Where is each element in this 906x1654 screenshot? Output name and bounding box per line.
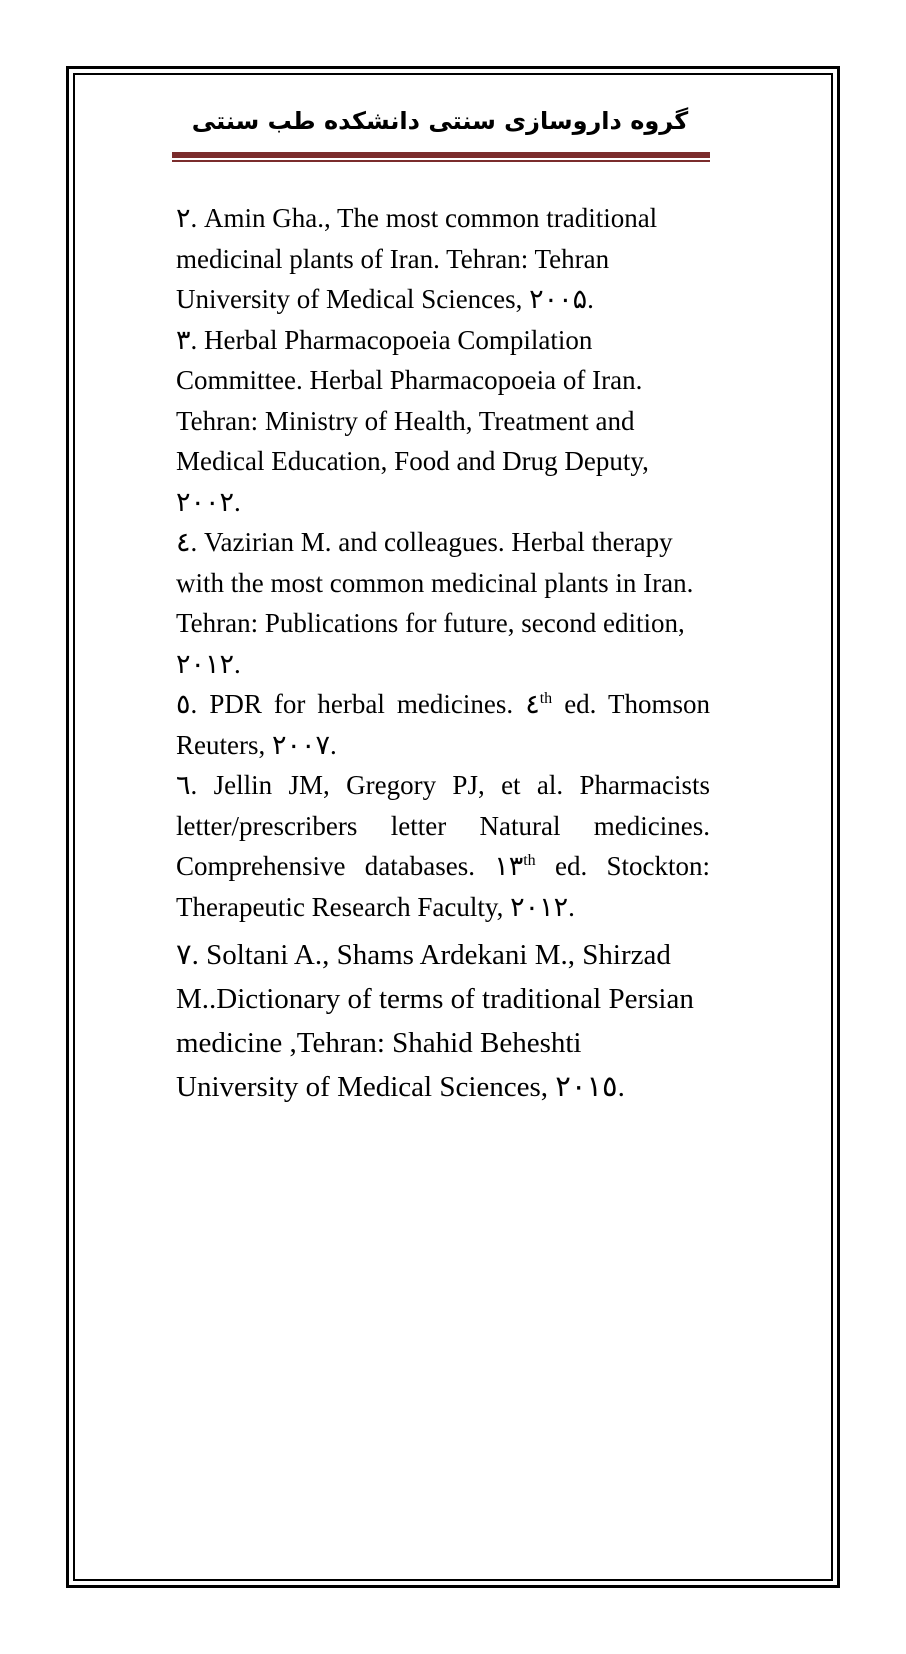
page-header-title: گروه داروسازی سنتی دانشکده طب سنتی <box>191 107 689 135</box>
reference-text: ed. Stockton: Therapeutic Research Faculty, ۲۰۱۲. <box>176 851 710 922</box>
reference-item <box>176 765 710 927</box>
reference-text: ed. Thomson Reuters, ۲۰۰۷. <box>176 689 710 760</box>
header-rule-thin <box>172 160 710 162</box>
reference-item: ۷. Soltani A., Shams Ardekani M., Shirzad M..Dictionary of terms of traditional Persian medicine ,Tehran: Shahid Beheshti University of Medical Sciences, ۲۰۱٥. <box>176 939 694 1103</box>
reference-list <box>176 198 710 1109</box>
reference-item <box>176 684 710 765</box>
reference-text: ٦. Jellin JM, Gregory PJ, et al. Pharmacists letter/prescribers letter Natural medicines. Comprehensive databases. ۱۳ <box>176 770 710 881</box>
reference-item: ۳. Herbal Pharmacopoeia Compilation Committee. Herbal Pharmacopoeia of Iran. Tehran: Ministry of Health, Treatment and Medical Education, Food and Drug Deputy, ۲۰۰۲. <box>176 324 649 517</box>
reference-item: ٤. Vazirian M. and colleagues. Herbal therapy with the most common medicinal plants in Iran. Tehran: Publications for future, second edition, ۲۰۱۲. <box>176 527 694 679</box>
header-rule-thick <box>172 152 710 158</box>
ordinal-suffix: th <box>539 690 553 707</box>
ordinal-suffix: th <box>523 852 536 869</box>
reference-item: ۲. Amin Gha., The most common traditional medicinal plants of Iran. Tehran: Tehran University of Medical Sciences, ۲۰۰۵. <box>176 203 658 314</box>
reference-text: ٥. PDR for herbal medicines. ٤ <box>176 689 540 719</box>
